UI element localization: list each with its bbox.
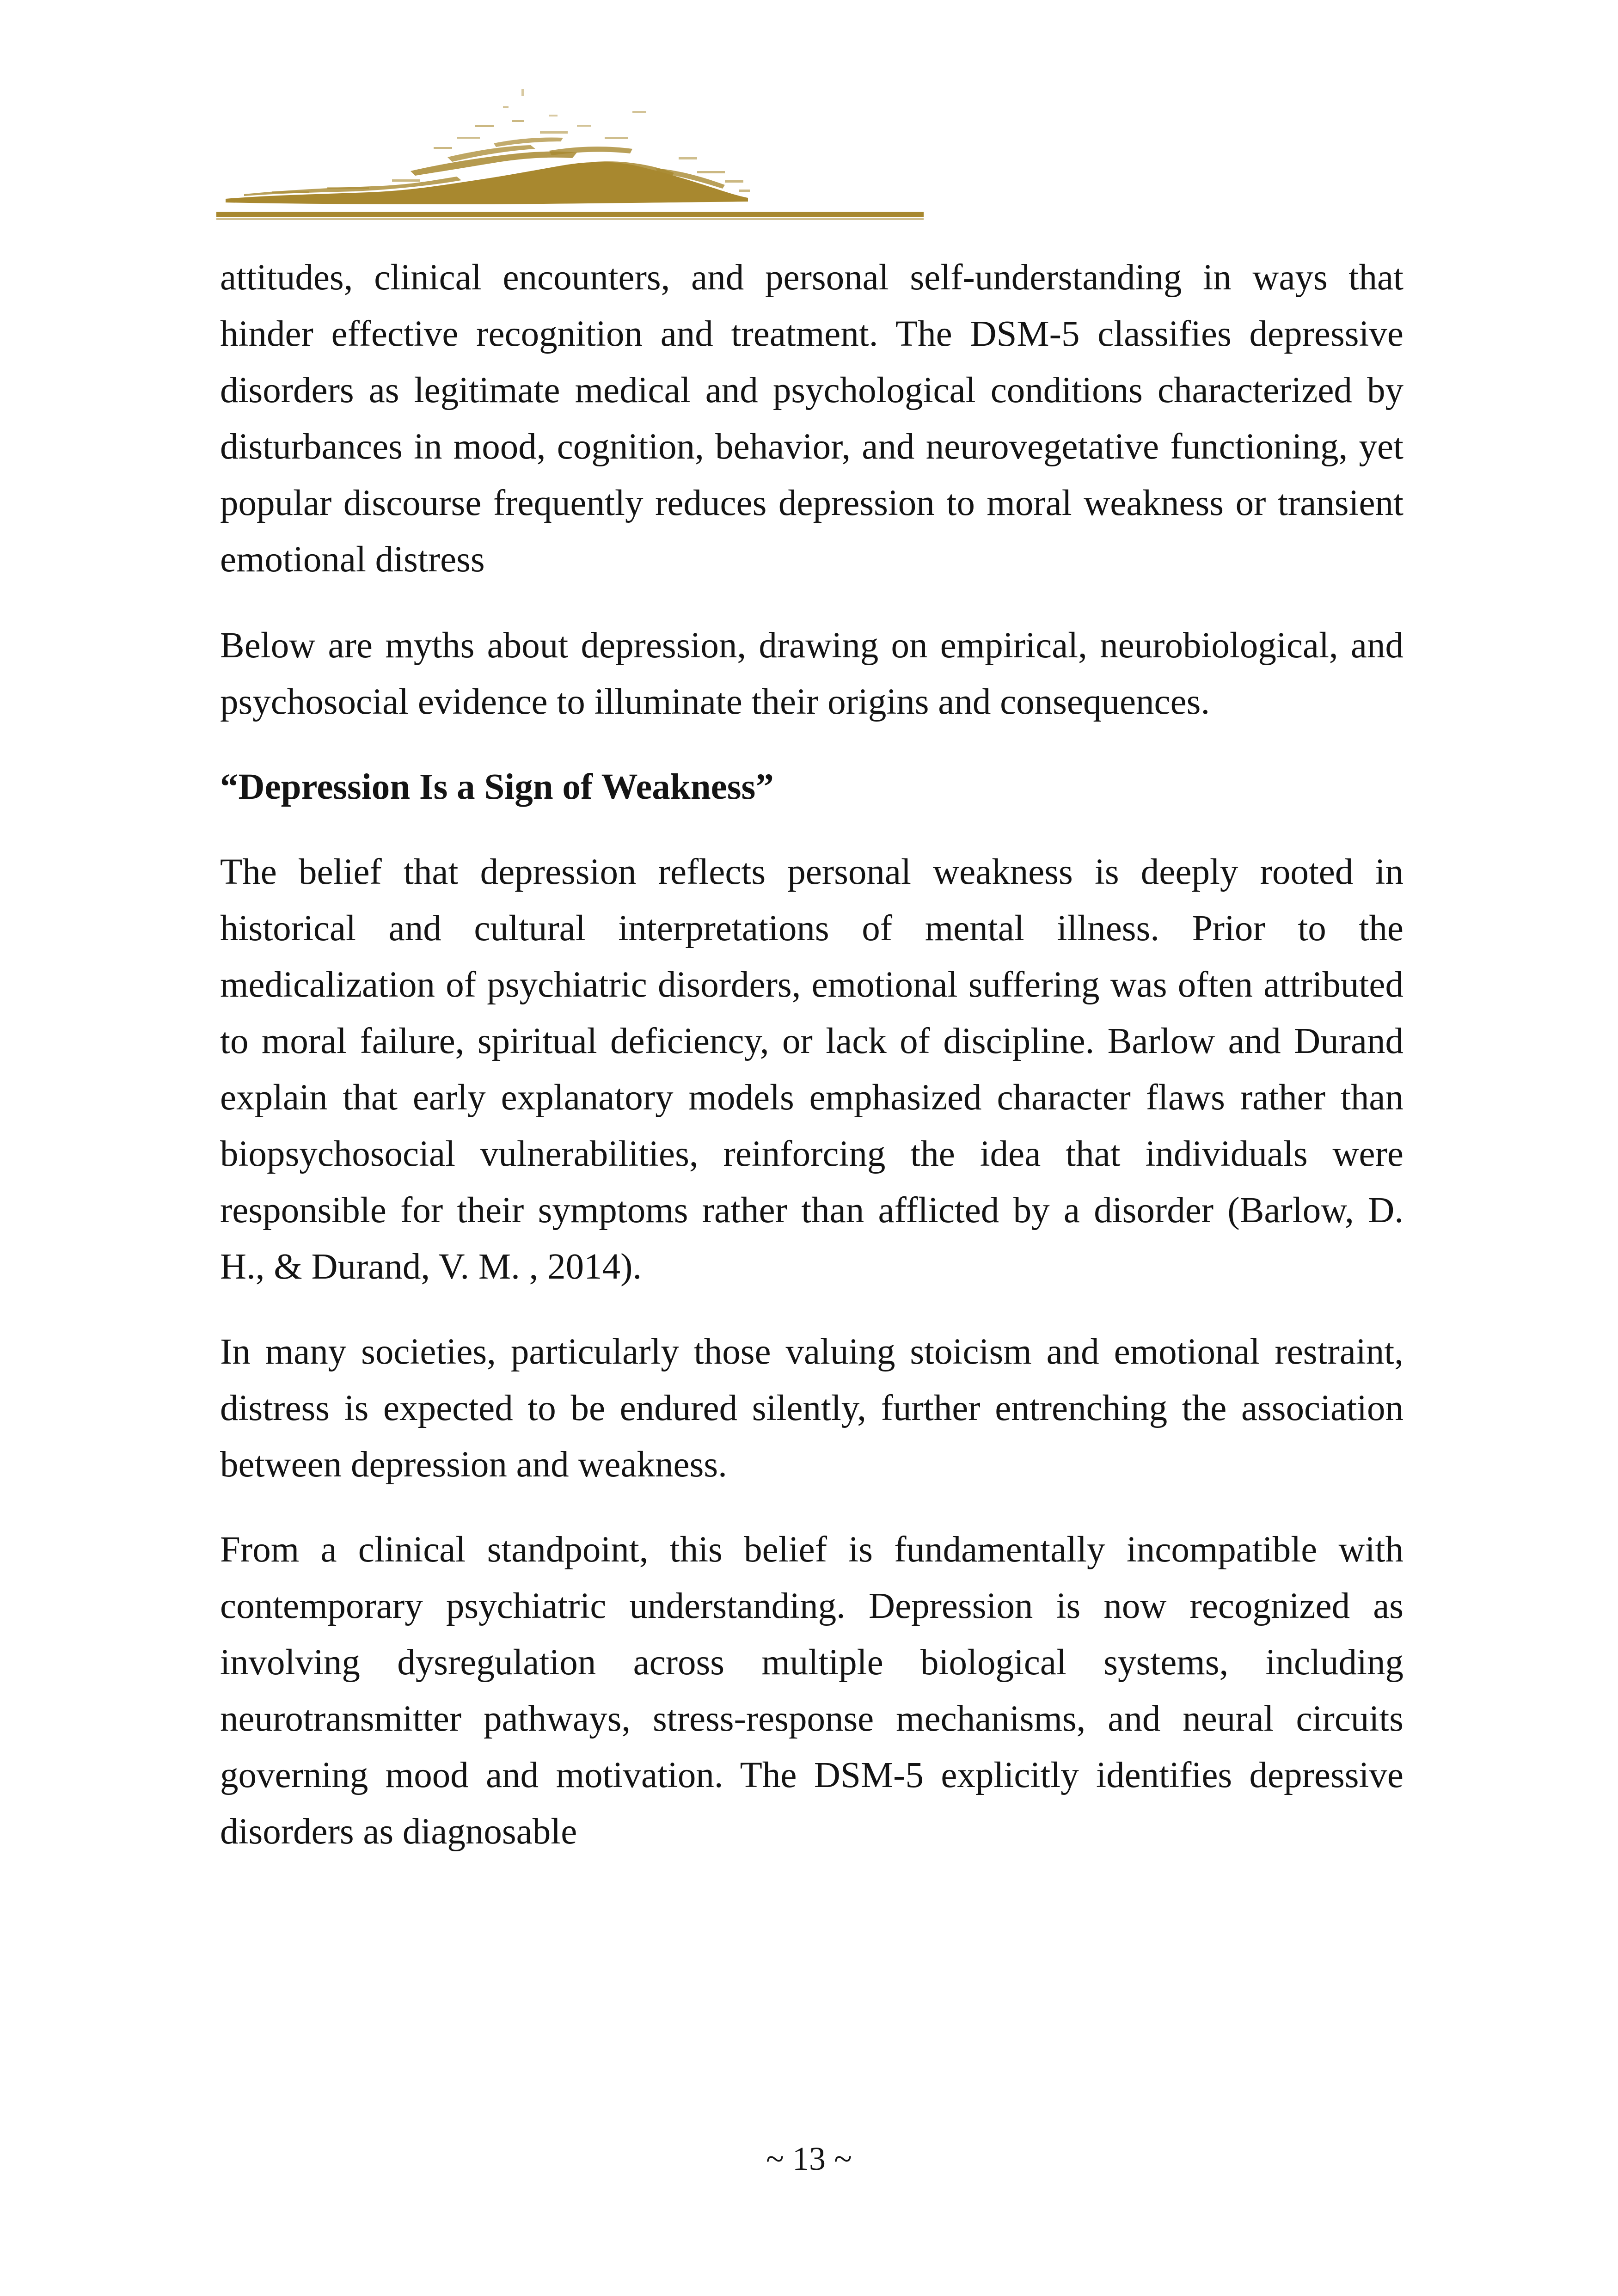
section-paragraph: From a clinical standpoint, this belief is fundamentally incompatible with contemporary psychiatric understanding. Depression is now recognized as involving dysregulation across multiple biological systems, including neurotransmitter pathways, stress-response mechanisms, and neural circuits governing mood and motivation. The DSM-5 explicitly identifies depressive disorders as diagnosable — [220, 1530, 1403, 1852]
body-paragraph: attitudes, clinical encounters, and personal self-understanding in ways that hinder effective recognition and treatment. The DSM-5 classifies depressive disorders as legitimate medical and psychological conditions characterized by disturbances in mood, cognition, behavior, and neurovegetative functioning, yet popular discourse frequently reduces depression to moral weakness or transient emotional distress — [220, 257, 1403, 580]
header-ornament-icon — [216, 55, 938, 240]
body-paragraph: Below are myths about depression, drawing on empirical, neurobiological, and psychosocial evidence to illuminate their origins and consequences. — [220, 625, 1403, 722]
section-paragraph: The belief that depression reflects personal weakness is deeply rooted in historical and cultural interpretations of mental illness. Prior to the medicalization of psychiatric disorders, emotional suffering was often attributed to moral failure, spiritual deficiency, or lack of discipline. Barlow and Durand explain that early explanatory models emphasized character flaws rather than biopsychosocial vulnerabilities, reinforcing the idea that individuals were responsible for their symptoms rather than afflicted by a disorder (Barlow, D. H., & Durand, V. M. , 2014). — [220, 852, 1403, 1287]
document-body — [220, 250, 1403, 1889]
section-paragraph: In many societies, particularly those valuing stoicism and emotional restraint, distress is expected to be endured silently, further entrenching the association between depression and weakness. — [220, 1332, 1403, 1485]
section-heading: “Depression Is a Sign of Weakness” — [220, 767, 774, 807]
page-number: ~ 13 ~ — [766, 2140, 852, 2177]
